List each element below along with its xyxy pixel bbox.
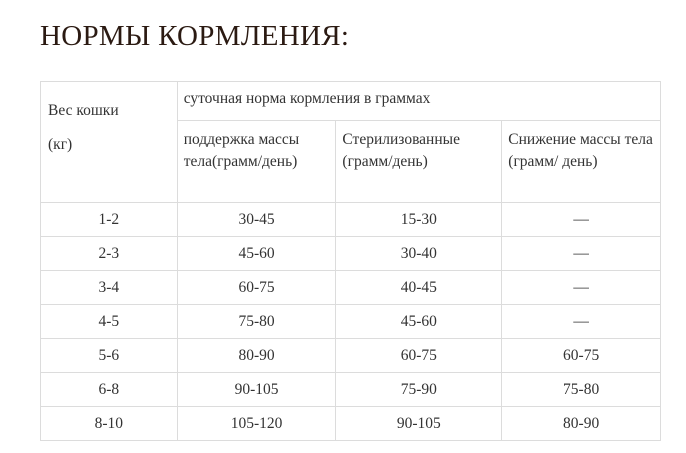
weight-cell: 6-8 [41,373,178,407]
weight-cell: 1-2 [41,203,178,237]
sterilized-cell: 30-40 [336,237,502,271]
sterilized-cell: 90-105 [336,407,502,441]
sterilized-cell: 60-75 [336,339,502,373]
weight-loss-cell: 60-75 [502,339,661,373]
table-header-row [41,82,661,121]
maintenance-cell: 30-45 [177,203,336,237]
weight-cell: 5-6 [41,339,178,373]
weight-header-label: Вес кошки [48,102,119,119]
table-row [41,271,661,305]
sterilized-cell: 75-90 [336,373,502,407]
weight-loss-cell: — [502,203,661,237]
daily-norm-group-header: суточная норма кормления в граммах [177,82,660,121]
maintenance-cell: 45-60 [177,237,336,271]
table-row [41,373,661,407]
weight-loss-cell: 75-80 [502,373,661,407]
sterilized-column-header: Стерилизованные (грамм/день) [336,121,502,203]
weight-cell: 4-5 [41,305,178,339]
maintenance-cell: 60-75 [177,271,336,305]
weight-column-header [41,82,178,203]
weight-loss-column-header: Снижение массы тела (грамм/ день) [502,121,661,203]
feeding-norms-table [40,81,661,441]
table-row [41,237,661,271]
table-row [41,339,661,373]
maintenance-cell: 90-105 [177,373,336,407]
page-title: НОРМЫ КОРМЛЕНИЯ: [40,20,350,52]
table-row [41,305,661,339]
weight-header-unit: (кг) [48,136,73,153]
maintenance-cell: 105-120 [177,407,336,441]
sterilized-cell: 45-60 [336,305,502,339]
weight-cell: 8-10 [41,407,178,441]
sterilized-cell: 15-30 [336,203,502,237]
maintenance-cell: 75-80 [177,305,336,339]
weight-loss-cell: — [502,271,661,305]
weight-cell: 3-4 [41,271,178,305]
maintenance-column-header: поддержка массы тела(грамм/день) [177,121,336,203]
weight-loss-cell: 80-90 [502,407,661,441]
maintenance-cell: 80-90 [177,339,336,373]
table-row [41,203,661,237]
table-row [41,407,661,441]
weight-loss-cell: — [502,305,661,339]
sterilized-cell: 40-45 [336,271,502,305]
weight-loss-cell: — [502,237,661,271]
weight-cell: 2-3 [41,237,178,271]
